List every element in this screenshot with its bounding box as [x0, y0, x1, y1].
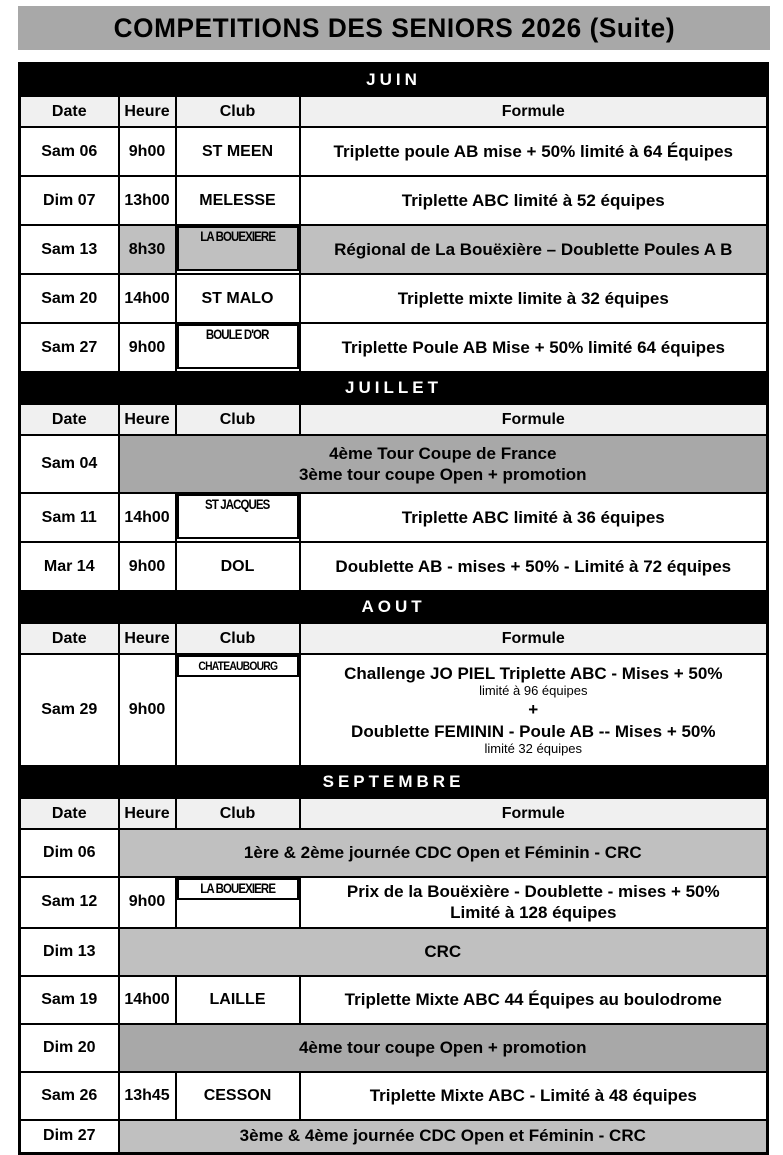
- cell-date: Mar 14: [20, 542, 119, 591]
- cell-club: ST MALO: [176, 274, 300, 323]
- month-title-aout: AOUT: [20, 591, 768, 623]
- column-header-date: Date: [20, 404, 119, 435]
- column-header-date: Date: [20, 96, 119, 127]
- formule-line-2: Doublette FEMININ - Poule AB -- Mises + 50%: [351, 722, 716, 742]
- cell-date: Dim 27: [20, 1120, 119, 1154]
- column-header-heure: Heure: [119, 96, 176, 127]
- table-row: [20, 493, 768, 542]
- cell-date: Sam 06: [20, 127, 119, 176]
- cell-club-label: LA BOUEXIERE: [200, 228, 275, 244]
- column-header-heure: Heure: [119, 623, 176, 654]
- cell-club-label: ST JACQUES: [205, 496, 270, 512]
- table-row: [20, 1024, 768, 1072]
- page-title: COMPETITIONS DES SENIORS 2026 (Suite): [113, 12, 675, 43]
- cell-club: [177, 324, 299, 369]
- cell-club: [177, 494, 299, 539]
- cell-club-label: BOULE D'OR: [206, 326, 269, 342]
- cell-formule: Triplette Mixte ABC 44 Équipes au boulodrome: [300, 976, 768, 1024]
- cell-club: [177, 878, 299, 900]
- month-header-row: [20, 372, 768, 404]
- cell-club-label: CHATEAUBOURG: [198, 659, 277, 673]
- cell-formule: 3ème & 4ème journée CDC Open et Féminin - CRC: [119, 1120, 768, 1154]
- column-header-club: Club: [176, 798, 300, 829]
- cell-date: Dim 06: [20, 829, 119, 877]
- formule-sub-2: limité 32 équipes: [484, 741, 583, 757]
- table-row: [20, 274, 768, 323]
- month-header-row: [20, 766, 768, 798]
- cell-heure: 14h00: [119, 976, 176, 1024]
- cell-date: Sam 19: [20, 976, 119, 1024]
- cell-formule: [300, 654, 768, 766]
- competitions-table: [18, 62, 769, 1155]
- column-header-club: Club: [176, 623, 300, 654]
- cell-club: ST MEEN: [176, 127, 300, 176]
- table-row: [20, 225, 768, 274]
- cell-formule: [119, 435, 768, 493]
- cell-formule: Triplette ABC limité à 36 équipes: [300, 493, 768, 542]
- column-header-formule: Formule: [300, 623, 768, 654]
- table-row: [20, 877, 768, 928]
- cell-club: DOL: [176, 542, 300, 591]
- month-title-septembre: SEPTEMBRE: [20, 766, 768, 798]
- column-header-formule: Formule: [300, 96, 768, 127]
- formule-plus: +: [528, 699, 539, 719]
- formule-sub-1: limité à 96 équipes: [479, 683, 588, 699]
- table-row: [20, 1120, 768, 1154]
- cell-date: Sam 27: [20, 323, 119, 372]
- column-header-row: [20, 798, 768, 829]
- cell-formule: 1ère & 2ème journée CDC Open et Féminin - CRC: [119, 829, 768, 877]
- cell-date: Sam 20: [20, 274, 119, 323]
- column-header-heure: Heure: [119, 404, 176, 435]
- cell-heure: 9h00: [119, 323, 176, 372]
- cell-formule: 4ème tour coupe Open + promotion: [119, 1024, 768, 1072]
- cell-club-label: LA BOUEXIERE: [200, 880, 275, 896]
- column-header-formule: Formule: [300, 404, 768, 435]
- table-row: [20, 654, 768, 766]
- column-header-row: [20, 96, 768, 127]
- month-title-juin: JUIN: [20, 64, 768, 97]
- cell-formule: Triplette poule AB mise + 50% limité à 64 Équipes: [300, 127, 768, 176]
- column-header-date: Date: [20, 798, 119, 829]
- cell-heure: 14h00: [119, 274, 176, 323]
- cell-date: Dim 20: [20, 1024, 119, 1072]
- cell-heure: 9h00: [119, 127, 176, 176]
- cell-formule: Triplette ABC limité à 52 équipes: [300, 176, 768, 225]
- cell-formule: Triplette Mixte ABC - Limité à 48 équipes: [300, 1072, 768, 1120]
- cell-date: Sam 04: [20, 435, 119, 493]
- column-header-heure: Heure: [119, 798, 176, 829]
- cell-heure: 8h30: [119, 225, 176, 274]
- cell-club: LAILLE: [176, 976, 300, 1024]
- table-row: [20, 323, 768, 372]
- month-header-row: [20, 64, 768, 97]
- cell-date: Sam 26: [20, 1072, 119, 1120]
- table-row: [20, 542, 768, 591]
- column-header-date: Date: [20, 623, 119, 654]
- cell-date: Sam 13: [20, 225, 119, 274]
- formule-line-1: Challenge JO PIEL Triplette ABC - Mises + 50%: [344, 663, 723, 683]
- cell-heure: 9h00: [119, 542, 176, 591]
- cell-formule: [300, 877, 768, 928]
- month-header-row: [20, 591, 768, 623]
- cell-heure: 9h00: [119, 877, 176, 928]
- column-header-formule: Formule: [300, 798, 768, 829]
- cell-formule: CRC: [119, 928, 768, 976]
- table-row: [20, 127, 768, 176]
- column-header-club: Club: [176, 404, 300, 435]
- cell-club: CESSON: [176, 1072, 300, 1120]
- cell-formule: Triplette Poule AB Mise + 50% limité 64 équipes: [300, 323, 768, 372]
- table-row: [20, 829, 768, 877]
- column-header-club: Club: [176, 96, 300, 127]
- column-header-row: [20, 623, 768, 654]
- formule-line-2: Limité à 128 équipes: [450, 903, 617, 923]
- table-row: [20, 976, 768, 1024]
- cell-date: Sam 11: [20, 493, 119, 542]
- cell-formule: Doublette AB - mises + 50% - Limité à 72 équipes: [300, 542, 768, 591]
- table-row: [20, 176, 768, 225]
- cell-club: MELESSE: [176, 176, 300, 225]
- cell-formule: Triplette mixte limite à 32 équipes: [300, 274, 768, 323]
- cell-club: [177, 226, 299, 271]
- cell-heure: 9h00: [119, 654, 176, 766]
- cell-formule: Régional de La Bouëxière – Doublette Poules A B: [300, 225, 768, 274]
- cell-date: Dim 07: [20, 176, 119, 225]
- cell-heure: 13h00: [119, 176, 176, 225]
- page-title-banner: [18, 6, 770, 50]
- cell-club: [177, 655, 299, 677]
- formule-line-1: 4ème Tour Coupe de France: [329, 443, 557, 463]
- column-header-row: [20, 404, 768, 435]
- cell-date: Sam 12: [20, 877, 119, 928]
- table-row: [20, 1072, 768, 1120]
- table-row: [20, 928, 768, 976]
- cell-heure: 14h00: [119, 493, 176, 542]
- cell-heure: 13h45: [119, 1072, 176, 1120]
- month-title-juillet: JUILLET: [20, 372, 768, 404]
- formule-line-2: 3ème tour coupe Open + promotion: [298, 465, 587, 484]
- cell-date: Sam 29: [20, 654, 119, 766]
- formule-line-1: Prix de la Bouëxière - Doublette - mises + 50%: [346, 882, 720, 901]
- cell-date: Dim 13: [20, 928, 119, 976]
- table-row: [20, 435, 768, 493]
